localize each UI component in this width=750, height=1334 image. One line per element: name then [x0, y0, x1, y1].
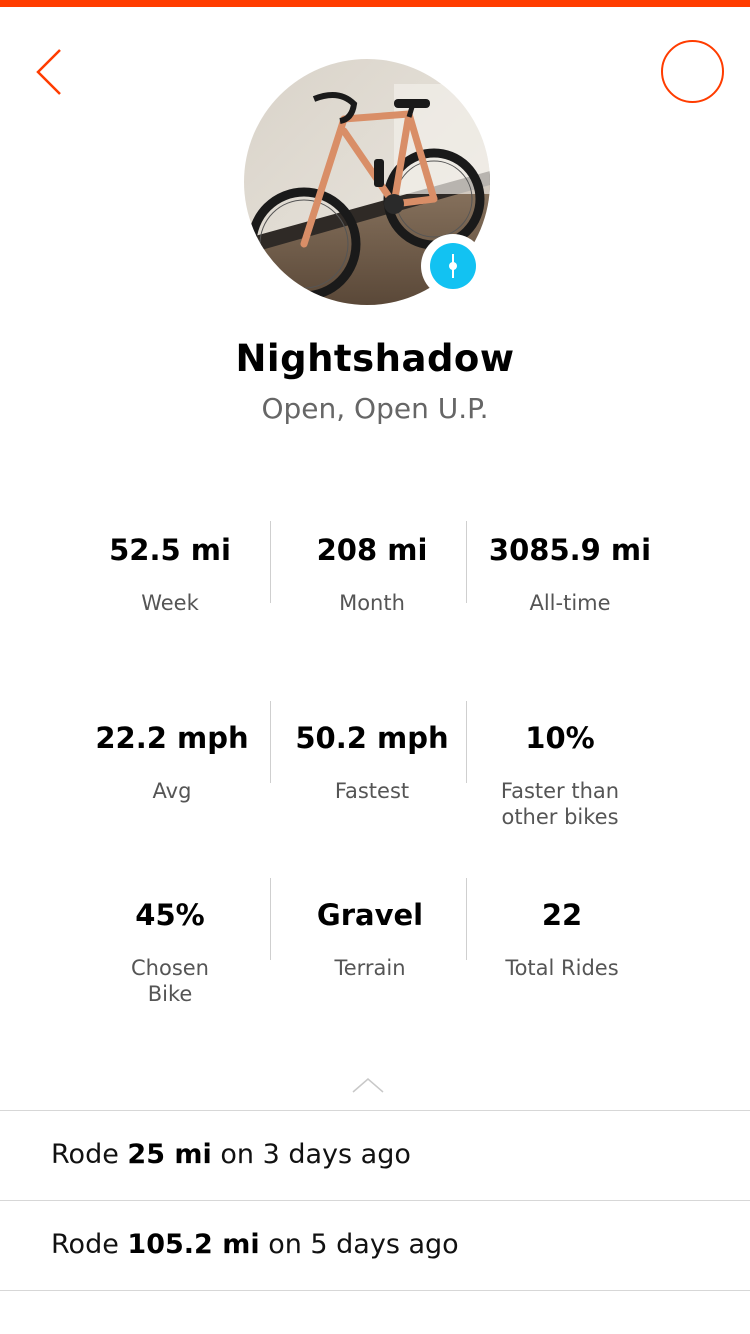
stat-value: 52.5 mi [109, 533, 231, 567]
stat-value: 22 [541, 898, 583, 932]
stat-value: 10% [525, 721, 595, 755]
ride-suffix: on 3 days ago [211, 1139, 411, 1170]
expand-button[interactable] [350, 1074, 386, 1096]
back-button[interactable] [30, 44, 74, 100]
ride-list-item[interactable] [0, 1110, 750, 1200]
ride-distance: 105.2 mi [127, 1229, 260, 1260]
list-divider [0, 1290, 750, 1291]
stat-value: 208 mi [316, 533, 428, 567]
stats-row-distance [70, 533, 680, 693]
stat-label: Chosen Bike [131, 955, 209, 1006]
stat-all-time [470, 533, 670, 616]
ride-prefix: Rode [51, 1139, 128, 1170]
stats-row-speed [70, 721, 680, 881]
stat-chosen-bike [70, 898, 270, 1007]
stat-divider [466, 521, 467, 603]
ride-prefix: Rode [51, 1229, 128, 1260]
stat-label: Avg [152, 778, 192, 803]
stats-row-usage [70, 898, 680, 1058]
stat-label: Week [141, 590, 199, 615]
stat-fastest [272, 721, 472, 804]
stat-divider [270, 521, 271, 603]
bike-model: Open, Open U.P. [261, 392, 489, 425]
stat-value: 50.2 mph [295, 721, 449, 755]
chevron-left-icon [30, 44, 74, 100]
stat-divider [270, 701, 271, 783]
ride-suffix: on 5 days ago [259, 1229, 459, 1260]
stat-label: Fastest [334, 778, 410, 803]
ride-distance: 25 mi [127, 1139, 212, 1170]
stat-label: Month [339, 590, 405, 615]
circle-menu-button[interactable] [661, 40, 724, 103]
stat-total-rides [462, 898, 662, 981]
stat-value: 3085.9 mi [488, 533, 652, 567]
stat-label: Faster than other bikes [500, 778, 620, 829]
stat-value: 45% [135, 898, 205, 932]
stat-label: Terrain [334, 955, 406, 980]
bike-type-icon [430, 243, 476, 289]
stat-label: Total Rides [505, 955, 619, 980]
stat-value: Gravel [316, 898, 424, 932]
stat-value: 22.2 mph [95, 721, 249, 755]
stat-faster-than [460, 721, 660, 830]
stat-terrain [270, 898, 470, 981]
stat-month [272, 533, 472, 616]
stat-avg [72, 721, 272, 804]
ride-list-item[interactable] [0, 1200, 750, 1290]
top-accent-bar [0, 0, 750, 7]
ride-summary [51, 1229, 459, 1260]
stat-label: All-time [529, 590, 611, 615]
stat-week [70, 533, 270, 616]
chevron-up-icon [350, 1074, 386, 1096]
bike-type-badge [421, 234, 485, 298]
ride-summary [51, 1139, 411, 1170]
bike-name: Nightshadow [235, 337, 515, 380]
